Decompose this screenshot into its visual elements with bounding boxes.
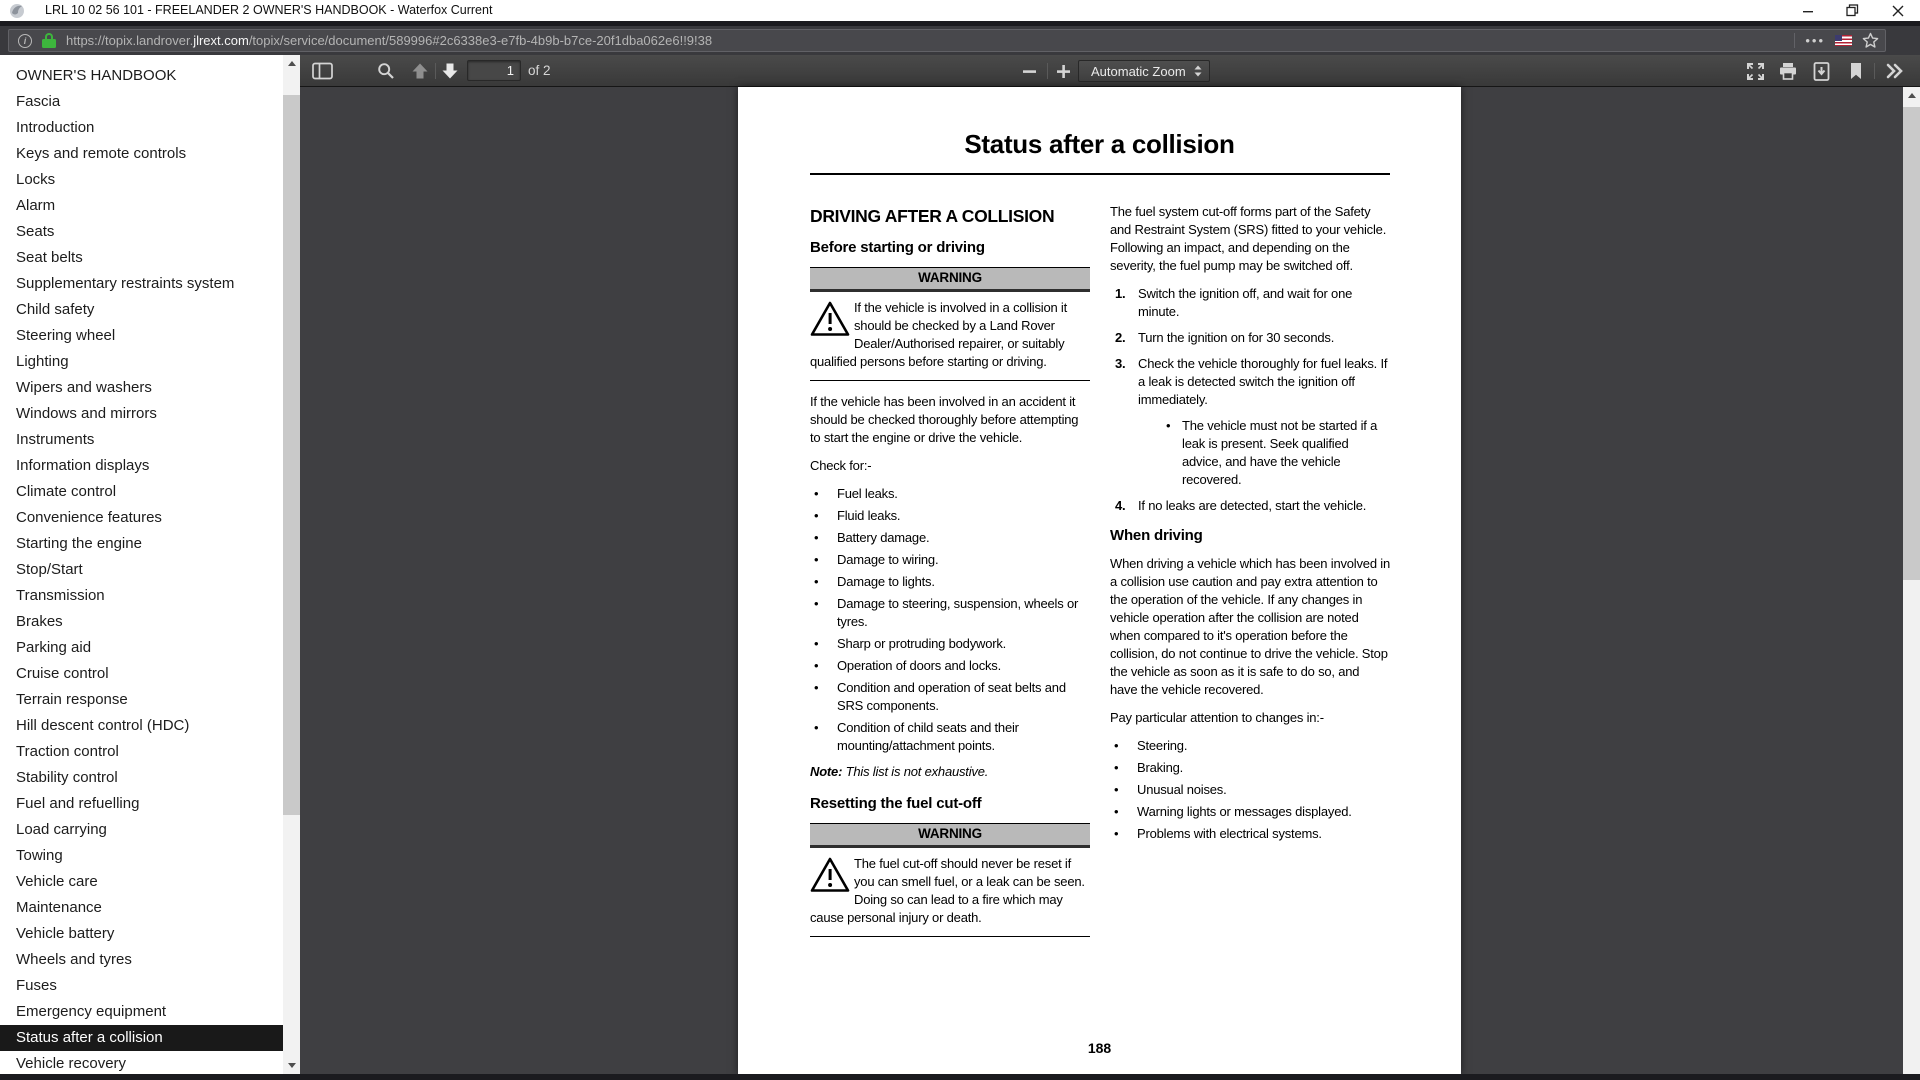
toolbar-divider bbox=[1047, 63, 1048, 79]
left-column bbox=[810, 203, 1090, 949]
list-item bbox=[810, 507, 1090, 525]
numbered-step bbox=[1110, 329, 1390, 347]
list-item bbox=[1110, 781, 1390, 799]
sidebar-item[interactable]: Starting the engine bbox=[16, 535, 142, 552]
hamburger-menu-icon[interactable] bbox=[1894, 32, 1912, 46]
bullet-icon: • bbox=[1114, 760, 1119, 775]
tools-chevron-icon[interactable] bbox=[1885, 55, 1905, 87]
sidebar-item[interactable]: Wipers and washers bbox=[16, 379, 152, 396]
sidebar-item[interactable]: Introduction bbox=[16, 119, 95, 136]
zoom-in-icon[interactable] bbox=[1056, 55, 1071, 87]
list-item-text: Damage to wiring. bbox=[837, 552, 939, 567]
url-text bbox=[66, 33, 712, 48]
scroll-down-icon[interactable] bbox=[283, 1057, 300, 1074]
step-text: Switch the ignition off, and wait for one minute. bbox=[1138, 286, 1353, 319]
current-view-bookmark-icon[interactable] bbox=[1849, 55, 1863, 87]
list-item-text: Condition and operation of seat belts and SRS components. bbox=[837, 680, 1066, 713]
next-page-icon[interactable] bbox=[441, 55, 459, 87]
list-item bbox=[810, 657, 1090, 675]
sidebar-item[interactable]: Climate control bbox=[16, 483, 117, 500]
sidebar-scrollbar-thumb[interactable] bbox=[283, 95, 300, 815]
window-titlebar bbox=[0, 0, 1920, 21]
minimize-button[interactable] bbox=[1785, 0, 1830, 21]
bullet-icon: • bbox=[814, 530, 819, 545]
list-item bbox=[810, 573, 1090, 591]
window-bottom-edge bbox=[0, 1074, 1920, 1080]
scroll-up-icon[interactable] bbox=[1903, 87, 1920, 104]
sidebar-item[interactable]: Convenience features bbox=[16, 509, 162, 526]
step-text: Check the vehicle thoroughly for fuel leaks. If a leak is detected switch the ignition off immediately. bbox=[1138, 356, 1388, 407]
page-title: Status after a collision bbox=[964, 129, 1235, 159]
bullet-icon: • bbox=[814, 508, 819, 523]
bullet-icon: • bbox=[814, 552, 819, 567]
bullet-icon: • bbox=[814, 720, 819, 735]
paragraph: If the vehicle has been involved in an accident it should be checked thoroughly before attempting to start the engine or drive the vehicle. bbox=[810, 394, 1079, 445]
numbered-step bbox=[1110, 355, 1390, 409]
bullet-icon: • bbox=[1114, 782, 1119, 797]
list-item bbox=[810, 679, 1090, 715]
subsection-heading: Resetting the fuel cut-off bbox=[810, 795, 982, 812]
zoom-out-icon[interactable] bbox=[1022, 55, 1037, 87]
url-prefix: https://topix.landrover. bbox=[66, 33, 194, 48]
scroll-up-icon[interactable] bbox=[283, 55, 300, 72]
sidebar-item[interactable]: Seat belts bbox=[16, 249, 83, 266]
paragraph: Pay particular attention to changes in:- bbox=[1110, 710, 1324, 725]
previous-page-icon[interactable] bbox=[411, 55, 429, 87]
sidebar-item[interactable]: Fuses bbox=[16, 977, 57, 994]
sidebar-scrollbar[interactable] bbox=[283, 55, 300, 1074]
bullet-icon: • bbox=[814, 680, 819, 695]
outline-list bbox=[0, 55, 283, 1074]
list-item bbox=[1110, 759, 1390, 777]
sidebar-item[interactable]: Wheels and tyres bbox=[16, 951, 132, 968]
section-heading: DRIVING AFTER A COLLISION bbox=[810, 206, 1055, 226]
list-item-text: Problems with electrical systems. bbox=[1137, 826, 1322, 841]
warning-triangle-icon bbox=[810, 855, 854, 905]
step-number: 2. bbox=[1115, 330, 1126, 345]
zoom-select[interactable] bbox=[1078, 60, 1210, 82]
sidebar-item[interactable]: Terrain response bbox=[16, 691, 128, 708]
sidebar-item[interactable]: Vehicle care bbox=[16, 873, 98, 890]
sidebar-item-selected[interactable]: Status after a collision bbox=[0, 1025, 283, 1051]
warning-text: If the vehicle is involved in a collision it should be checked by a Land Rover Dealer/Authorised repairer, or suitably qualified persons before starting or driving. bbox=[810, 300, 1068, 369]
url-path: /topix/service/document/589996#2c6338e3-e7fb-4b9b-b7ce-20f1dba062e6!!9!38 bbox=[248, 33, 713, 48]
note-label: Note: bbox=[810, 764, 843, 779]
viewer-scrollbar-thumb[interactable] bbox=[1903, 107, 1920, 580]
bullet-icon: • bbox=[814, 658, 819, 673]
url-field[interactable] bbox=[8, 29, 1886, 52]
us-flag-icon[interactable] bbox=[1835, 35, 1852, 46]
sidebar-item[interactable]: Fuel and refuelling bbox=[16, 795, 140, 812]
sidebar-item[interactable]: Vehicle battery bbox=[16, 925, 115, 942]
sidebar-item[interactable]: Lighting bbox=[16, 353, 69, 370]
bullet-icon: • bbox=[814, 574, 819, 589]
viewer-scrollbar[interactable] bbox=[1903, 87, 1920, 1074]
sub-bullet-item bbox=[1166, 417, 1390, 489]
bookmark-star-icon[interactable] bbox=[1862, 32, 1879, 49]
select-arrows-icon bbox=[1193, 64, 1203, 78]
info-icon[interactable]: i bbox=[18, 34, 32, 48]
list-item bbox=[1110, 737, 1390, 755]
sidebar-item[interactable]: Locks bbox=[16, 171, 56, 188]
sidebar-item[interactable]: Towing bbox=[16, 847, 63, 864]
page-count-label: of 2 bbox=[528, 63, 551, 78]
download-icon[interactable] bbox=[1813, 55, 1830, 87]
bullet-icon: • bbox=[814, 636, 819, 651]
sidebar-item[interactable]: Keys and remote controls bbox=[16, 145, 187, 162]
window-title: LRL 10 02 56 101 - FREELANDER 2 OWNER'S HANDBOOK - Waterfox Current bbox=[45, 3, 493, 17]
url-domain: jlrext.com bbox=[193, 33, 249, 48]
numbered-step bbox=[1110, 497, 1390, 515]
list-item-text: Damage to lights. bbox=[837, 574, 935, 589]
list-item bbox=[810, 551, 1090, 569]
sidebar-item[interactable]: Emergency equipment bbox=[16, 1003, 167, 1020]
numbered-steps bbox=[1110, 285, 1390, 515]
list-item bbox=[810, 595, 1090, 631]
sidebar-item[interactable]: Parking aid bbox=[16, 639, 92, 656]
sidebar-item[interactable]: Seats bbox=[16, 223, 55, 240]
paragraph: When driving a vehicle which has been involved in a collision use caution and pay extra attention to the operation of the vehicle. If any changes in vehicle operation after the collision are noted when compared to it's operation before the collision, do not continue to drive the vehicle. Stop the vehicle as soon as it is safe to do so, and have the vehicle recovered. bbox=[1110, 556, 1390, 697]
sidebar-item[interactable]: Child safety bbox=[16, 301, 95, 318]
toolbar-divider bbox=[435, 63, 436, 79]
browser-urlbar bbox=[0, 26, 1920, 55]
list-item-text: Operation of doors and locks. bbox=[837, 658, 1002, 673]
sidebar-item[interactable]: Information displays bbox=[16, 457, 150, 474]
sidebar-item[interactable]: Vehicle recovery bbox=[16, 1055, 127, 1072]
warning-text: The fuel cut-off should never be reset if you can smell fuel, or a leak can be seen. Doing so can lead to a fire which may cause personal injury or death. bbox=[810, 856, 1085, 925]
step-text: If no leaks are detected, start the vehicle. bbox=[1138, 498, 1367, 513]
list-item-text: Steering. bbox=[1137, 738, 1188, 753]
sidebar-item[interactable]: Steering wheel bbox=[16, 327, 116, 344]
sidebar-toggle-icon[interactable] bbox=[312, 55, 333, 87]
sidebar-item[interactable]: Windows and mirrors bbox=[16, 405, 157, 422]
print-icon[interactable] bbox=[1778, 55, 1798, 87]
check-list bbox=[810, 485, 1090, 755]
paragraph: The fuel system cut-off forms part of the Safety and Restraint System (SRS) fitted to your vehicle. Following an impact, and depending on the severity, the fuel pump may be switched off. bbox=[1110, 204, 1387, 273]
list-item-text: Braking. bbox=[1137, 760, 1184, 775]
presentation-mode-icon[interactable] bbox=[1746, 55, 1765, 87]
right-column bbox=[1110, 203, 1390, 949]
pdf-toolbar bbox=[300, 55, 1920, 87]
list-item-text: Unusual noises. bbox=[1137, 782, 1227, 797]
step-number: 4. bbox=[1115, 498, 1126, 513]
sidebar-item[interactable]: Brakes bbox=[16, 613, 63, 630]
list-item-text: Warning lights or messages displayed. bbox=[1137, 804, 1352, 819]
sidebar-item[interactable]: Alarm bbox=[16, 197, 56, 214]
restore-button[interactable] bbox=[1830, 0, 1875, 21]
sidebar-item[interactable]: Hill descent control (HDC) bbox=[16, 717, 190, 734]
paragraph: Check for:- bbox=[810, 458, 872, 473]
bullet-icon: • bbox=[1114, 826, 1119, 841]
secure-lock-icon[interactable] bbox=[42, 33, 56, 48]
sidebar-item[interactable]: Transmission bbox=[16, 587, 105, 604]
search-icon[interactable] bbox=[377, 55, 395, 87]
title-rule bbox=[810, 173, 1390, 175]
list-item bbox=[810, 719, 1090, 755]
page-number: 188 bbox=[1087, 1040, 1112, 1056]
step-text: Turn the ignition on for 30 seconds. bbox=[1138, 330, 1335, 345]
bullet-icon: • bbox=[1114, 738, 1119, 753]
sidebar-item[interactable]: Maintenance bbox=[16, 899, 102, 916]
list-item-text: Fluid leaks. bbox=[837, 508, 901, 523]
sidebar-item[interactable]: Instruments bbox=[16, 431, 95, 448]
list-item bbox=[810, 485, 1090, 503]
waterfox-logo-icon bbox=[9, 3, 25, 19]
sidebar-item[interactable]: Stop/Start bbox=[16, 561, 83, 578]
bullet-icon: • bbox=[814, 486, 819, 501]
attention-list bbox=[1110, 737, 1390, 843]
step-number: 1. bbox=[1115, 286, 1126, 301]
numbered-step bbox=[1110, 285, 1390, 321]
sidebar-item[interactable]: Cruise control bbox=[16, 665, 109, 682]
sidebar-item[interactable]: Supplementary restraints system bbox=[16, 275, 235, 292]
pdf-page bbox=[738, 87, 1461, 1074]
sidebar-item[interactable]: Stability control bbox=[16, 769, 118, 786]
warning-header: WARNING bbox=[810, 267, 1090, 292]
list-item bbox=[810, 635, 1090, 653]
warning-box bbox=[810, 823, 1090, 937]
sub-bullet-text: The vehicle must not be started if a leak is present. Seek qualified advice, and have the vehicle recovered. bbox=[1182, 418, 1378, 487]
bullet-icon: • bbox=[1114, 804, 1119, 819]
note-line bbox=[810, 763, 1090, 781]
list-item-text: Damage to steering, suspension, wheels or tyres. bbox=[837, 596, 1079, 629]
page-number-input[interactable] bbox=[467, 60, 521, 81]
toolbar-divider bbox=[1874, 63, 1875, 79]
close-button[interactable] bbox=[1875, 0, 1920, 21]
bullet-icon: • bbox=[814, 596, 819, 611]
bullet-icon: • bbox=[1166, 418, 1171, 433]
warning-box bbox=[810, 267, 1090, 381]
list-item-text: Condition of child seats and their mounting/attachment points. bbox=[837, 720, 1019, 753]
sidebar-item[interactable]: Traction control bbox=[16, 743, 119, 760]
list-item bbox=[1110, 825, 1390, 843]
list-item-text: Battery damage. bbox=[837, 530, 930, 545]
note-text: This list is not exhaustive. bbox=[842, 764, 989, 779]
page-actions-icon[interactable]: ••• bbox=[1805, 33, 1825, 48]
sidebar-item[interactable]: Fascia bbox=[16, 93, 61, 110]
list-item-text: Sharp or protruding bodywork. bbox=[837, 636, 1007, 651]
document-outline-sidebar bbox=[0, 55, 300, 1074]
list-item bbox=[1110, 803, 1390, 821]
warning-header: WARNING bbox=[810, 823, 1090, 848]
urlbar-divider bbox=[1794, 33, 1795, 48]
sidebar-item[interactable]: Load carrying bbox=[16, 821, 107, 838]
warning-triangle-icon bbox=[810, 299, 854, 349]
step-number: 3. bbox=[1115, 356, 1126, 371]
list-item-text: Fuel leaks. bbox=[837, 486, 898, 501]
list-item bbox=[810, 529, 1090, 547]
urlbar-actions bbox=[1794, 30, 1879, 51]
sidebar-item[interactable]: OWNER'S HANDBOOK bbox=[16, 67, 177, 84]
pdf-viewer bbox=[300, 55, 1920, 1074]
subsection-heading: Before starting or driving bbox=[810, 239, 985, 256]
subsection-heading: When driving bbox=[1110, 527, 1203, 544]
zoom-select-value: Automatic Zoom bbox=[1091, 63, 1186, 79]
